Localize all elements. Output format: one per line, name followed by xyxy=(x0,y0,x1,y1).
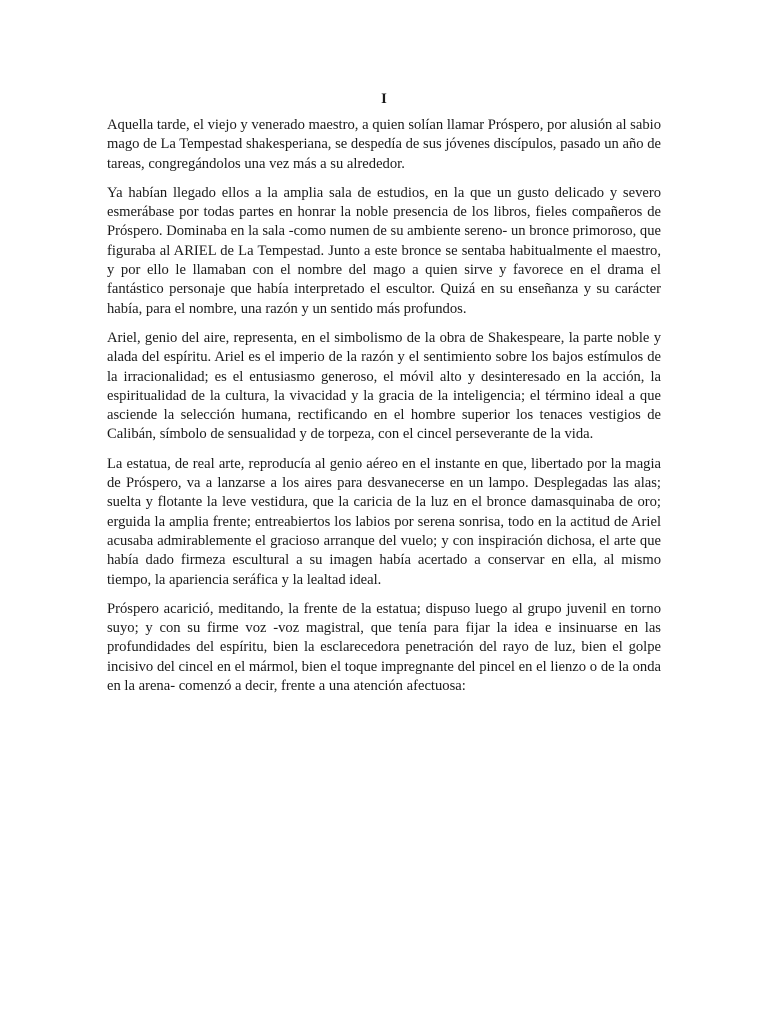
paragraph-5: Próspero acarició, meditando, la frente de la estatua; dispuso luego al grupo juvenil en torno suyo; y con su firme voz -voz magistral, que tenía para fijar la idea e insinuarse en las profundidades del espíritu, bien la esclarecedora penetración del rayo de luz, bien el golpe incisivo del cincel en el mármol, bien el toque impregnante del pincel en el lienzo o de la onda en la arena- comenzó a decir, frente a una atención afectuosa: xyxy=(107,600,661,695)
paragraph-4: La estatua, de real arte, reproducía al genio aéreo en el instante en que, libertado por la magia de Próspero, va a lanzarse a los aires para desvanecerse en un lampo. Desplegadas las alas; suelta y flotante la leve vestidura, que la caricia de la luz en el bronce damasquinaba de oro; erguida la amplia frente; entreabiertos los labios por serena sonrisa, todo en la actitud de Ariel acusaba admirablemente el gracioso arranque del vuelo; y con inspiración dichosa, el arte que había dado firmeza escultural a su imagen había acertado a conservar en ella, al mismo tiempo, la apariencia seráfica y la lealtad ideal. xyxy=(107,455,661,588)
paragraph-2: Ya habían llegado ellos a la amplia sala de estudios, en la que un gusto delicado y severo esmerábase por todas partes en honrar la noble presencia de los libros, fieles compañeros de Próspero. Dominaba en la sala -como numen de su ambiente sereno- un bronce primoroso, que figuraba al ARIEL de La Tempestad. Junto a este bronce se sentaba habitualmente el maestro, y por ello le llamaban con el nombre del mago a quien sirve y favorece en el drama el fantástico personaje que había interpretado el escultor. Quizá en su enseñanza y su carácter había, para el nombre, una razón y un sentido más profundos. xyxy=(107,184,661,317)
paragraph-1: Aquella tarde, el viejo y venerado maestro, a quien solían llamar Próspero, por alusión al sabio mago de La Tempestad shakesperiana, se despedía de sus jóvenes discípulos, pasado un año de tareas, congregándolos una vez más a su alrededor. xyxy=(107,117,661,172)
document-page xyxy=(107,90,661,706)
paragraph-3: Ariel, genio del aire, representa, en el simbolismo de la obra de Shakespeare, la parte noble y alada del espíritu. Ariel es el imperio de la razón y el sentimiento sobre los bajos estímulos de la irracionalidad; es el entusiasmo generoso, el móvil alto y desinteresado en la acción, la espiritualidad de la cultura, la vivacidad y la gracia de la inteligencia; el término ideal a que asciende la selección humana, rectificando en el hombre superior los tenaces vestigios de Calibán, símbolo de sensualidad y de torpeza, con el cincel perseverante de la vida. xyxy=(107,329,661,443)
chapter-heading: I xyxy=(381,91,387,107)
